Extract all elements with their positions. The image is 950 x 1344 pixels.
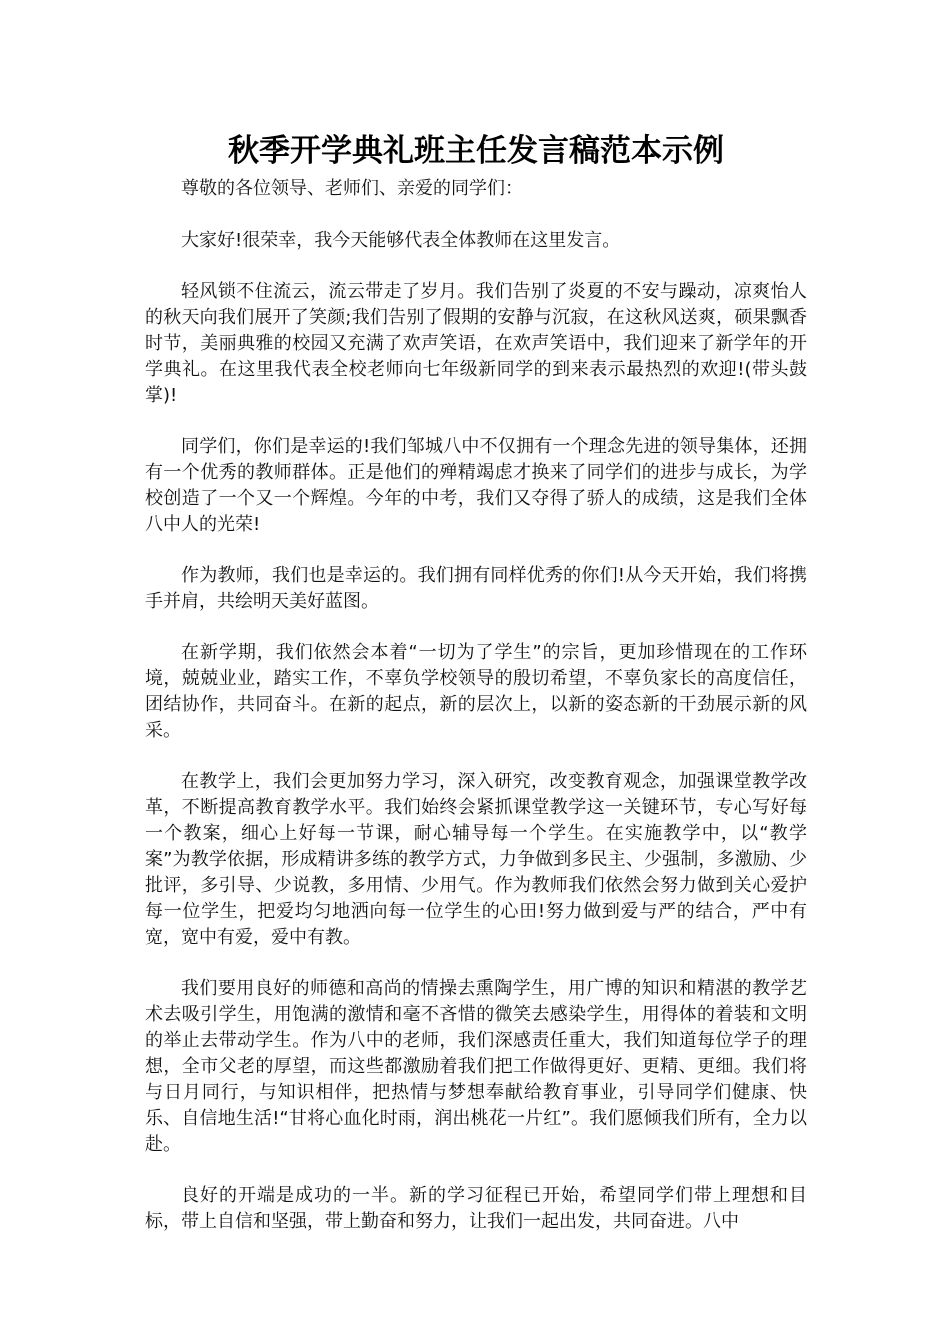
document-title: 秋季开学典礼班主任发言稿范本示例 [228, 133, 724, 169]
paragraph-6: 在教学上，我们会更加努力学习，深入研究，改变教育观念，加强课堂教学改革，不断提高教育教学水平。我们始终会紧抓课堂教学这一关键环节，专心写好每一个教案，细心上好每一节课，耐心辅导每一个学生。在实施教学中，以“教学案”为教学依据，形成精讲多练的教学方式，力争做到多民主、少强制，多激励、少批评，多引导、少说教，多用情、少用气。作为教师我们依然会努力做到关心爱护每一位学生，把爱均匀地洒向每一位学生的心田!努力做到爱与严的结合，严中有宽，宽中有爱，爱中有教。 [145, 771, 807, 948]
paragraph-1: 大家好!很荣幸，我今天能够代表全体教师在这里发言。 [181, 230, 621, 251]
paragraph-4: 作为教师，我们也是幸运的。我们拥有同样优秀的你们!从今天开始，我们将携手并肩，共绘明天美好蓝图。 [145, 565, 807, 612]
paragraph-7: 我们要用良好的师德和高尚的情操去熏陶学生，用广博的知识和精湛的教学艺术去吸引学生，用饱满的激情和毫不吝惜的微笑去感染学生，用得体的着装和文明的举止去带动学生。作为八中的老师，我们深感责任重大，我们知道每位学子的理想，全市父老的厚望，而这些都激励着我们把工作做得更好、更精、更细。我们将与日月同行，与知识相伴，把热情与梦想奉献给教育事业，引导同学们健康、快乐、自信地生活!“甘将心血化时雨，润出桃花一片红”。我们愿倾我们所有，全力以赴。 [145, 978, 807, 1155]
paragraph-2: 轻风锁不住流云，流云带走了岁月。我们告别了炎夏的不安与躁动，凉爽怡人的秋天向我们展开了笑颜;我们告别了假期的安静与沉寂，在这秋风送爽，硕果飘香时节，美丽典雅的校园又充满了欢声笑语，在欢声笑语中，我们迎来了新学年的开学典礼。在这里我代表全校老师向七年级新同学的到来表示最热烈的欢迎!(带头鼓掌)! [145, 281, 807, 406]
paragraph-5: 在新学期，我们依然会本着“一切为了学生”的宗旨，更加珍惜现在的工作环境，兢兢业业，踏实工作，不辜负学校领导的殷切希望，不辜负家长的高度信任，团结协作，共同奋斗。在新的起点，新的层次上，以新的姿态新的干劲展示新的风采。 [145, 642, 807, 741]
document-page [145, 128, 807, 1235]
paragraph-8: 良好的开端是成功的一半。新的学习征程已开始，希望同学们带上理想和目标，带上自信和坚强，带上勤奋和努力，让我们一起出发，共同奋进。八中 [145, 1185, 807, 1232]
paragraph-3: 同学们，你们是幸运的!我们邹城八中不仅拥有一个理念先进的领导集体，还拥有一个优秀的教师群体。正是他们的殚精竭虑才换来了同学们的进步与成长，为学校创造了一个又一个辉煌。今年的中考，我们又夺得了骄人的成绩，这是我们全体八中人的光荣! [145, 436, 807, 535]
salutation: 尊敬的各位领导、老师们、亲爱的同学们： [181, 178, 523, 199]
